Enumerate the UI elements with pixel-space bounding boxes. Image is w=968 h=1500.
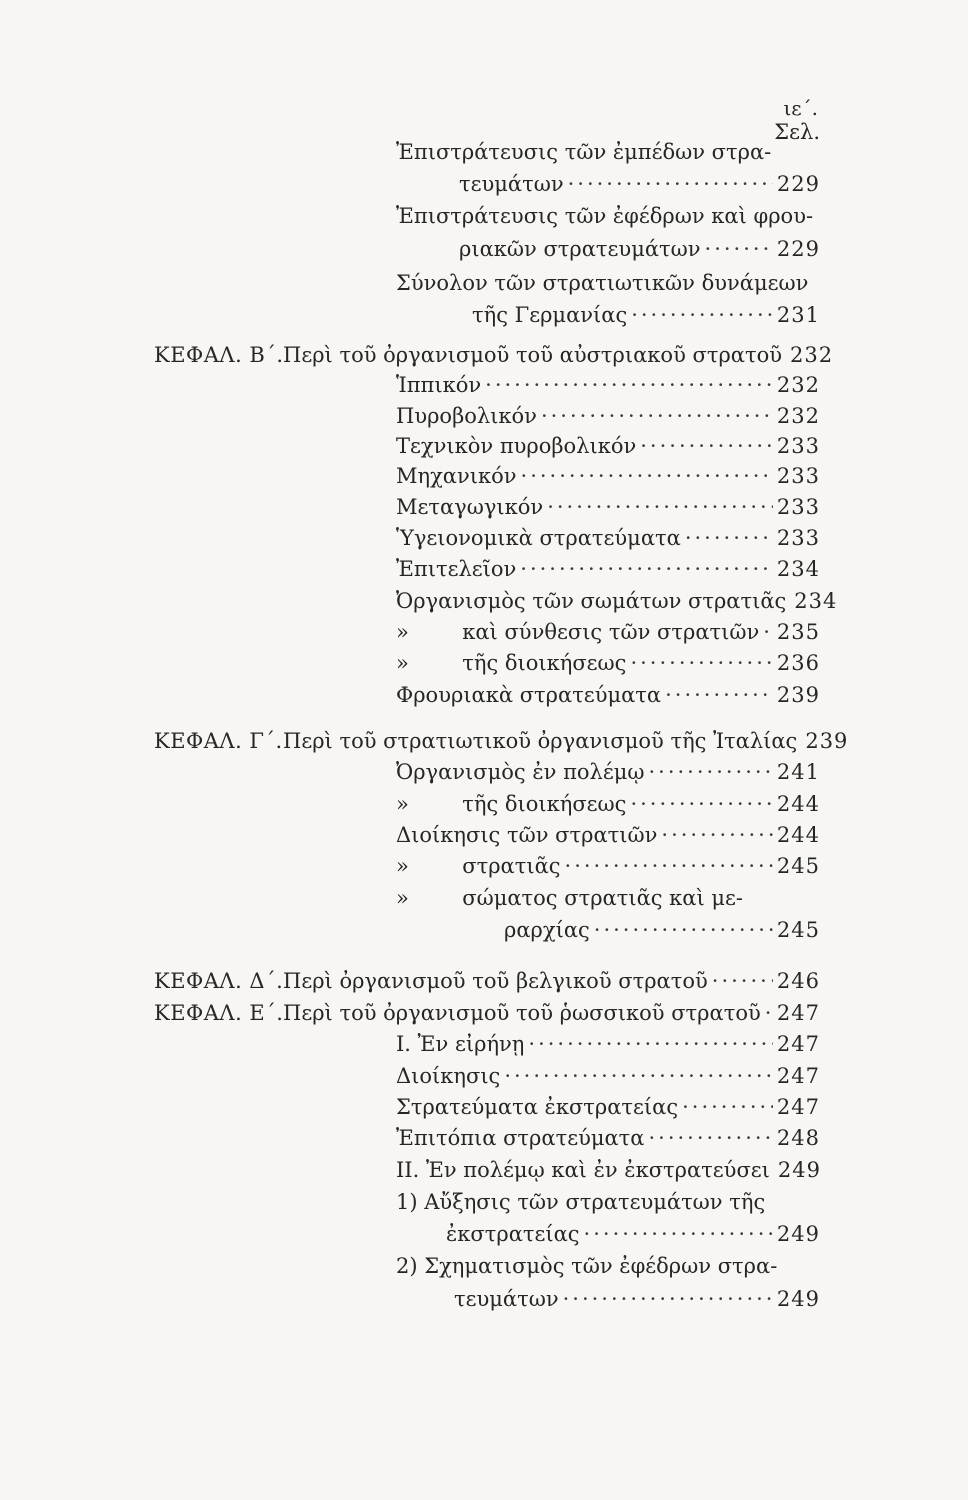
toc-row <box>0 299 968 331</box>
toc-entry <box>396 1250 777 1282</box>
toc-entry <box>283 965 820 997</box>
toc-entry-title: » σώματος στρατιᾶς καὶ με- <box>396 886 744 910</box>
page-number: 241 <box>776 760 820 784</box>
toc-entry <box>396 491 820 523</box>
toc-row <box>0 553 968 585</box>
page-column-label: Σελ. <box>774 120 820 144</box>
toc-entry <box>459 233 820 265</box>
page-number: 233 <box>776 434 820 458</box>
toc-entry-title: Περὶ ὀργανισμοῦ τοῦ βελγικοῦ στρατοῦ <box>283 969 708 993</box>
toc-row <box>0 997 968 1029</box>
toc-entry <box>396 1091 820 1123</box>
toc-row <box>0 491 968 523</box>
dot-leader <box>541 400 773 432</box>
page-number: 232 <box>776 404 820 428</box>
toc-entry-title: 1) Αὔξησις τῶν στρατευμάτων τῆς <box>396 1190 766 1214</box>
dot-leader <box>630 788 772 820</box>
dot-leader <box>568 168 773 200</box>
toc-entry <box>396 460 820 492</box>
page-number: 247 <box>776 1064 820 1088</box>
toc-entry <box>454 1283 820 1315</box>
toc-row <box>0 1060 968 1092</box>
toc-row <box>0 168 968 200</box>
toc-entry-title: Ἐπιτελεῖον <box>396 557 517 581</box>
toc-row <box>0 850 968 882</box>
toc-entry <box>396 585 838 617</box>
toc-entry <box>396 522 820 554</box>
page-number: 233 <box>776 526 820 550</box>
dot-leader <box>648 756 772 788</box>
toc-entry-title: Ἐπιστράτευσις τῶν ἐμπέδων στρα- <box>396 140 772 164</box>
dot-leader <box>563 1283 773 1315</box>
toc-entry-title: τευμάτων <box>454 1287 559 1311</box>
page-number: 229 <box>776 237 820 261</box>
toc-row <box>0 1091 968 1123</box>
dot-leader <box>528 1028 773 1060</box>
toc-entry-title: Μεταγωγικόν <box>396 495 544 519</box>
toc-entry <box>396 1154 820 1186</box>
toc-entry-title: II. Ἐν πολέμῳ καὶ ἐν ἐκστρατεύσει <box>396 1158 770 1182</box>
chapter-label: ΚΕΦΑΛ. Γ΄. <box>154 729 283 753</box>
dot-leader <box>630 647 772 679</box>
toc-entry <box>283 339 834 371</box>
toc-row <box>0 400 968 432</box>
toc-entry-title: Σύνολον τῶν στρατιωτικῶν δυνάμεων <box>396 271 809 295</box>
toc-row <box>0 233 968 265</box>
page-number: 247 <box>776 1095 820 1119</box>
toc-row <box>0 430 968 462</box>
toc-entry-title: » καὶ σύνθεσις τῶν στρατιῶν <box>396 620 760 644</box>
page-number: 248 <box>776 1126 820 1150</box>
toc-entry-title: Περὶ τοῦ στρατιωτικοῦ ὀργανισμοῦ τῆς Ἰταλίας <box>283 729 798 753</box>
toc-entry <box>396 679 820 711</box>
toc-entry-title: Ὀργανισμὸς ἐν πολέμῳ <box>396 760 645 784</box>
toc-row <box>0 1028 968 1060</box>
toc-row <box>0 339 968 371</box>
page-number: 245 <box>776 918 820 942</box>
page-number: 234 <box>776 557 820 581</box>
toc-row <box>0 460 968 492</box>
toc-row <box>0 1250 968 1282</box>
page-number: 246 <box>776 969 820 993</box>
toc-entry <box>396 1060 820 1092</box>
toc-entry-title: I. Ἐν εἰρήνῃ <box>396 1032 525 1056</box>
dot-leader <box>665 679 773 711</box>
toc-entry <box>446 1218 820 1250</box>
toc-entry-title: Πυροβολικόν <box>396 404 537 428</box>
toc-entry <box>396 136 771 168</box>
chapter-label: ΚΕΦΑΛ. Δ΄. <box>154 969 284 993</box>
toc-entry-title: ριακῶν στρατευμάτων <box>459 237 701 261</box>
toc-row <box>0 1186 968 1218</box>
toc-entry-title: τευμάτων <box>459 172 564 196</box>
toc-entry <box>396 647 820 679</box>
page-number: 229 <box>776 172 820 196</box>
page-number: 245 <box>776 854 820 878</box>
toc-row <box>0 725 968 757</box>
toc-entry <box>396 756 820 788</box>
toc-row <box>0 819 968 851</box>
toc-entry <box>396 430 820 462</box>
toc-entry <box>283 725 849 757</box>
dot-leader <box>661 819 773 851</box>
toc-entry-title: ραρχίας <box>504 918 590 942</box>
page-number: 235 <box>776 620 820 644</box>
dot-leader <box>547 491 773 523</box>
page-number: 234 <box>794 589 838 613</box>
page-number: 231 <box>776 303 820 327</box>
toc-row <box>0 1218 968 1250</box>
dot-leader <box>640 430 773 462</box>
toc-row <box>0 756 968 788</box>
toc-entry <box>396 400 820 432</box>
page-number: 232 <box>790 343 834 367</box>
dot-leader <box>765 997 773 1029</box>
dot-leader <box>485 369 773 401</box>
toc-entry-title: » τῆς διοικήσεως <box>396 651 627 675</box>
chapter-label: ΚΕΦΑΛ. Ε΄. <box>154 1001 284 1025</box>
page-number: 247 <box>776 1001 820 1025</box>
toc-row <box>0 585 968 617</box>
toc-entry-title: » στρατιᾶς <box>396 854 561 878</box>
toc-row <box>0 1154 968 1186</box>
page-number: 244 <box>776 823 820 847</box>
toc-entry-title: Τεχνικὸν πυροβολικόν <box>396 434 637 458</box>
page-number: 233 <box>776 464 820 488</box>
page-number: 244 <box>776 792 820 816</box>
toc-row <box>0 616 968 648</box>
toc-entry-title: Ἐπιτόπια στρατεύματα <box>396 1126 645 1150</box>
toc-entry <box>396 369 820 401</box>
page-number: 232 <box>776 373 820 397</box>
page-folio: ιε΄. <box>783 96 818 120</box>
page-number: 239 <box>776 683 820 707</box>
page-number: 247 <box>776 1032 820 1056</box>
toc-row <box>0 914 968 946</box>
dot-leader <box>705 233 773 265</box>
toc-entry-title: Ὑγειονομικὰ στρατεύματα <box>396 526 681 550</box>
toc-entry <box>396 200 813 232</box>
toc-entry-title: Περὶ τοῦ ὀργανισμοῦ τοῦ ῥωσσικοῦ στρατοῦ <box>283 1001 761 1025</box>
toc-entry <box>396 882 743 914</box>
toc-row <box>0 200 968 232</box>
dot-leader <box>682 1091 773 1123</box>
toc-entry-title: τῆς Γερμανίας <box>472 303 628 327</box>
toc-row <box>0 369 968 401</box>
toc-entry-title: Φρουριακὰ στρατεύματα <box>396 683 662 707</box>
dot-leader <box>712 965 773 997</box>
toc-entry <box>504 914 820 946</box>
toc-entry-title: Ὀργανισμὸς τῶν σωμάτων στρατιᾶς <box>396 589 787 613</box>
toc-entry <box>396 267 808 299</box>
toc-row <box>0 965 968 997</box>
toc-row <box>0 882 968 914</box>
toc-entry-title: 2) Σχηματισμὸς τῶν ἐφέδρων στρα- <box>396 1254 778 1278</box>
dot-leader <box>565 850 773 882</box>
dot-leader <box>584 1218 773 1250</box>
dot-leader <box>520 553 773 585</box>
toc-entry-title: Περὶ τοῦ ὀργανισμοῦ τοῦ αὐστριακοῦ στρατοῦ <box>283 343 783 367</box>
toc-entry-title: Διοίκησις τῶν στρατιῶν <box>396 823 658 847</box>
toc-entry-title: » τῆς διοικήσεως <box>396 792 627 816</box>
page-number: 249 <box>776 1222 820 1246</box>
toc-entry <box>459 168 820 200</box>
page-number: 249 <box>777 1158 821 1182</box>
toc-row <box>0 788 968 820</box>
chapter-label: ΚΕΦΑΛ. Β΄. <box>154 343 284 367</box>
dot-leader <box>763 616 773 648</box>
toc-entry <box>396 616 820 648</box>
toc-row <box>0 1283 968 1315</box>
dot-leader <box>631 299 773 331</box>
toc-row <box>0 679 968 711</box>
dot-leader <box>594 914 773 946</box>
dot-leader <box>504 1060 773 1092</box>
page-number: 239 <box>805 729 849 753</box>
toc-row <box>0 522 968 554</box>
toc-entry <box>283 997 820 1029</box>
toc-entry-title: Μηχανικόν <box>396 464 517 488</box>
toc-entry <box>396 1186 765 1218</box>
toc-entry <box>396 850 820 882</box>
toc-entry <box>472 299 820 331</box>
page-number: 233 <box>776 495 820 519</box>
toc-entry-title: Ἐπιστράτευσις τῶν ἐφέδρων καὶ φρου- <box>396 204 814 228</box>
toc-entry-title: Ἱππικόν <box>396 373 482 397</box>
toc-row <box>0 136 968 168</box>
toc-entry <box>396 553 820 585</box>
toc-entry <box>396 788 820 820</box>
dot-leader <box>648 1122 772 1154</box>
toc-row <box>0 267 968 299</box>
toc-entry <box>396 819 820 851</box>
page-number: 249 <box>776 1287 820 1311</box>
toc-entry <box>396 1028 820 1060</box>
toc-entry <box>396 1122 820 1154</box>
dot-leader <box>685 522 773 554</box>
toc-row <box>0 647 968 679</box>
toc-entry-title: ἐκστρατείας <box>446 1222 580 1246</box>
toc-row <box>0 1122 968 1154</box>
toc-entry-title: Διοίκησις <box>396 1064 501 1088</box>
dot-leader <box>521 460 773 492</box>
toc-entry-title: Στρατεύματα ἐκστρατείας <box>396 1095 679 1119</box>
page-number: 236 <box>776 651 820 675</box>
